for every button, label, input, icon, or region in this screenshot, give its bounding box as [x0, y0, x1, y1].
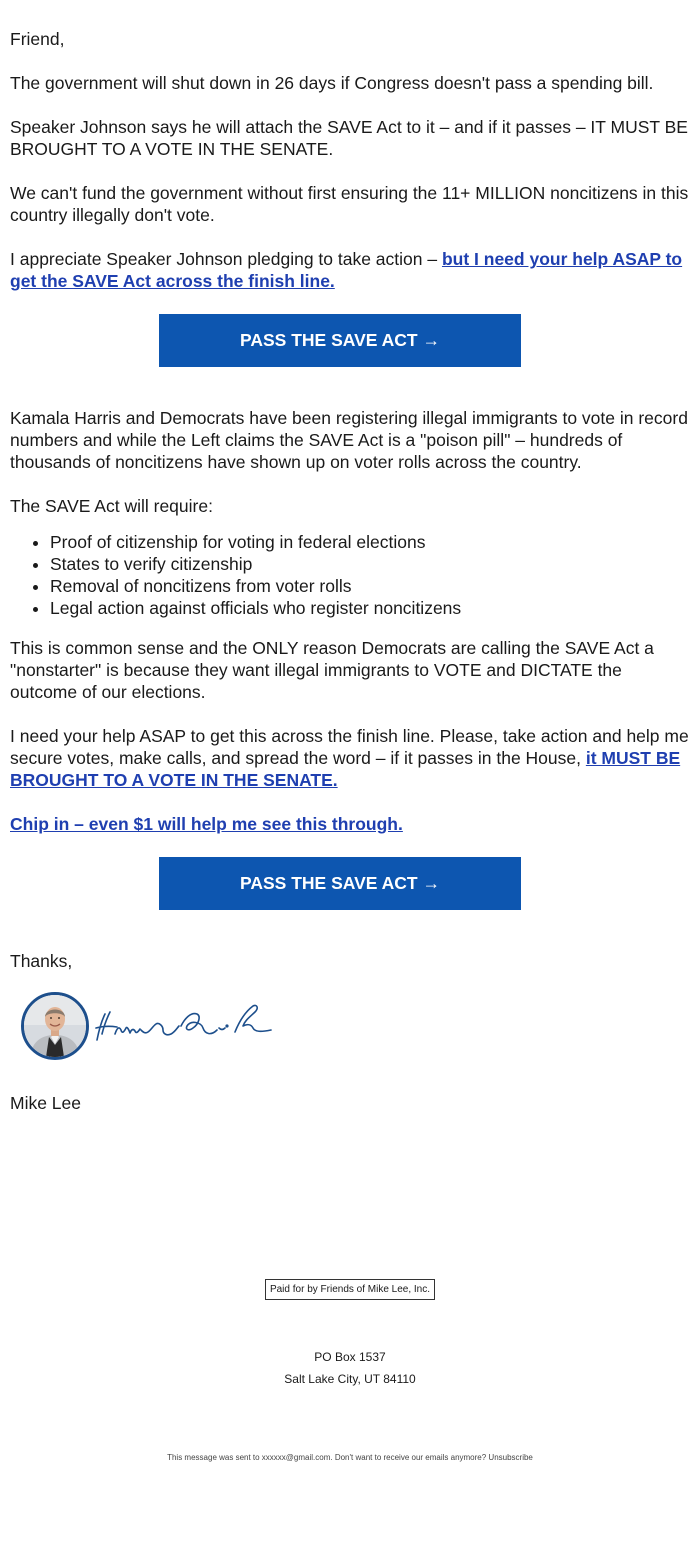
shutdown-paragraph: The government will shut down in 26 days if Congress doesn't pass a spending bill. [10, 73, 654, 93]
need-help-text: I need your help ASAP to get this across the finish line. Please, take action and help me secure votes, make calls, and spread the word – if it passes in the House, [10, 726, 689, 768]
list-item: • States to verify citizenship [50, 553, 690, 575]
cta-container-1 [10, 314, 690, 367]
cta-container-2 [10, 857, 690, 910]
signoff: Thanks, [10, 951, 73, 971]
pass-save-act-button-2[interactable]: PASS THE SAVE ACT → [159, 857, 521, 910]
list-item: • Removal of noncitizens from voter rolls [50, 575, 690, 597]
greeting: Friend, [10, 29, 65, 49]
speaker-johnson-paragraph: Speaker Johnson says he will attach the SAVE Act to it – and if it passes – IT MUST BE BROUGHT TO A VOTE IN THE SENATE. [10, 117, 688, 159]
avatar [21, 992, 89, 1060]
unsubscribe-notice[interactable]: This message was sent to xxxxxx@gmail.com. Don't want to receive our emails anymore? Unsubscribe [167, 1453, 533, 1462]
signature [93, 996, 275, 1057]
pass-save-act-button[interactable]: PASS THE SAVE ACT → [159, 314, 521, 367]
kamala-harris-paragraph: Kamala Harris and Democrats have been registering illegal immigrants to vote in record numbers and while the Left claims the SAVE Act is a "poison pill" – hundreds of thousands of noncitizens have shown up on voter rolls across the country. [10, 408, 688, 472]
requirements-list [10, 531, 690, 619]
senate-vote-link[interactable]: it MUST BE BROUGHT TO A VOTE IN THE SENATE. [10, 748, 681, 790]
list-item: • Legal action against officials who register noncitizens [50, 597, 690, 619]
signer-name: Mike Lee [10, 1093, 82, 1113]
signature-block [10, 984, 690, 1068]
list-item: • Proof of citizenship for voting in federal elections [50, 531, 690, 553]
help-asap-link[interactable]: but I need your help ASAP to get the SAVE Act across the finish line. [10, 249, 683, 291]
address-line-2: Salt Lake City, UT 84110 [284, 1372, 416, 1386]
chip-in-link[interactable]: Chip in – even $1 will help me see this through. [10, 814, 403, 834]
address-line-1: PO Box 1537 [314, 1350, 386, 1364]
need-help-paragraph [10, 725, 690, 791]
chip-in-paragraph [10, 813, 690, 835]
portrait-photo-icon [24, 995, 86, 1057]
email-footer [0, 1279, 700, 1462]
email-body [10, 28, 690, 1136]
common-sense-paragraph: This is common sense and the ONLY reason Democrats are calling the SAVE Act a "nonstarter" is because they want illegal immigrants to VOTE and DICTATE the outcome of our elections. [10, 638, 654, 702]
fund-government-paragraph: We can't fund the government without first ensuring the 11+ MILLION noncitizens in this country illegally don't vote. [10, 183, 689, 225]
appreciate-paragraph [10, 248, 690, 292]
list-intro: The SAVE Act will require: [10, 496, 213, 516]
appreciate-text: I appreciate Speaker Johnson pledging to take action – [10, 249, 442, 269]
handwritten-signature-icon [93, 996, 275, 1052]
paid-for-disclaimer: Paid for by Friends of Mike Lee, Inc. [265, 1279, 435, 1300]
